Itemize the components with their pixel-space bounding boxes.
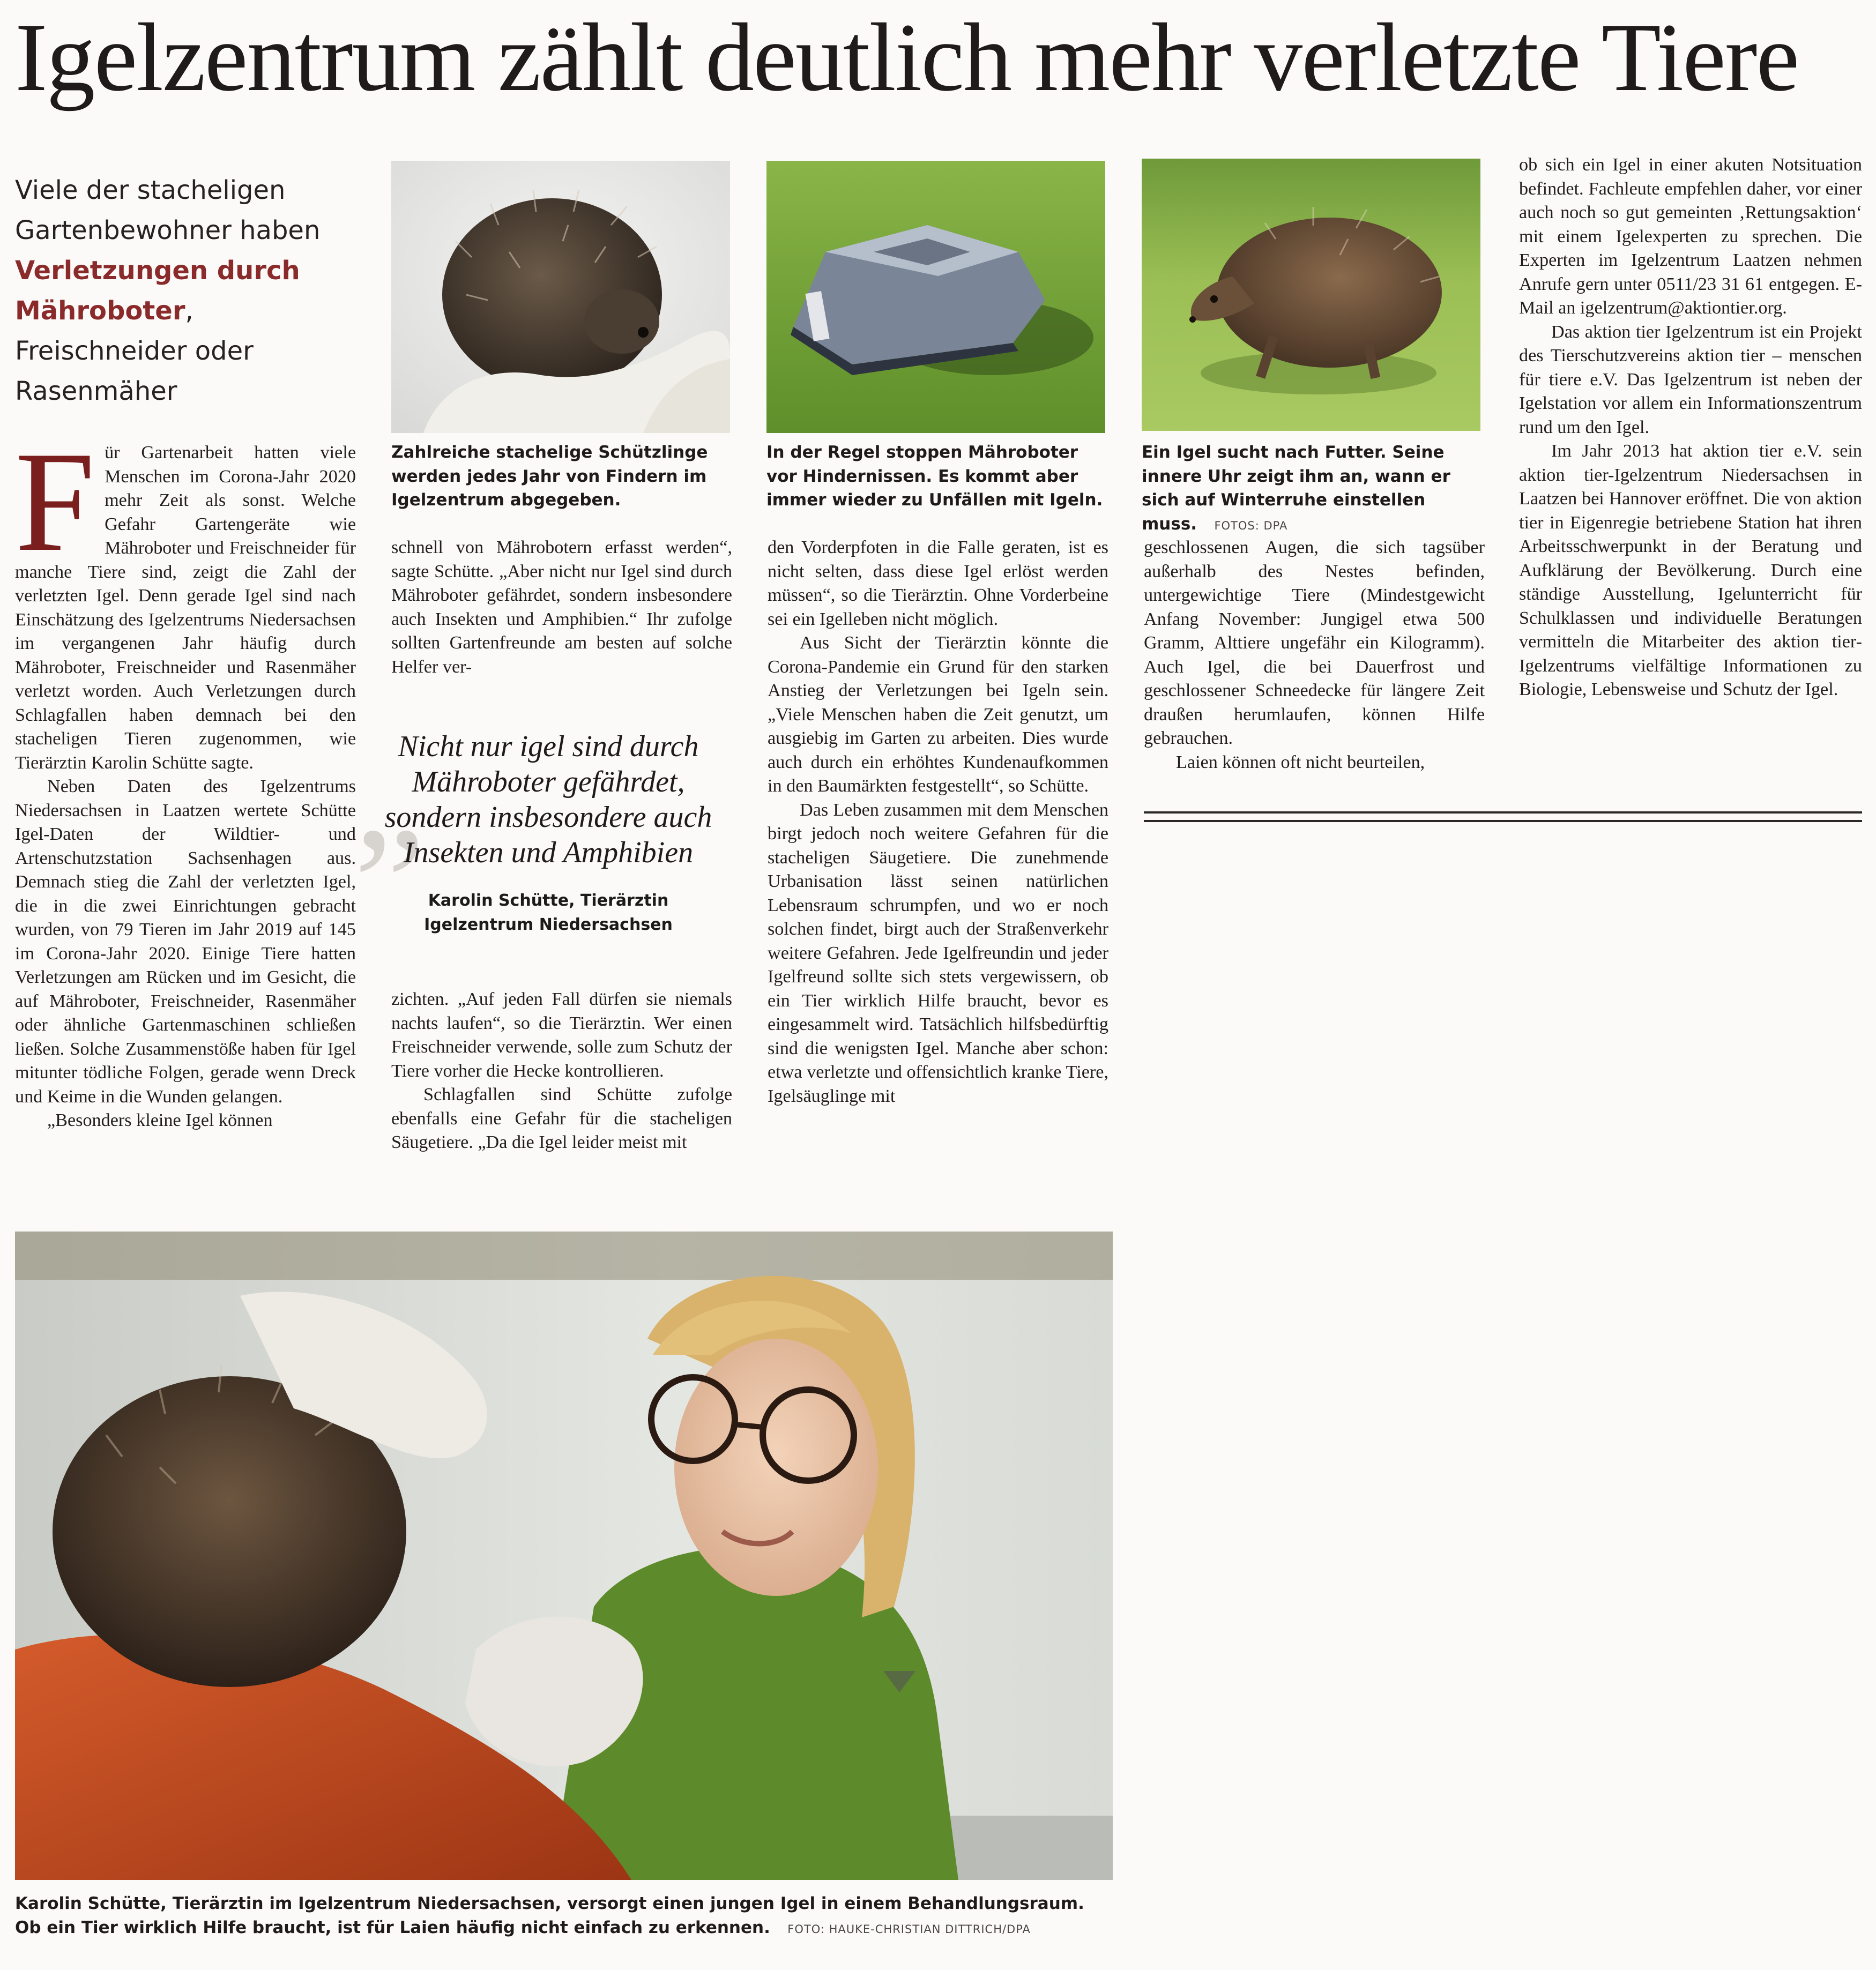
col2-top-paragraph: schnell von Mährobotern erfasst werden“, sagte Schütte. „Aber nicht nur Igel sind durch Mähroboter gefährdet, sondern insbesondere auch Insekten und Amphibien.“ Ihr zufolge sollten Gartenfreunde am besten auf solche Helfer ver- (391, 538, 732, 677)
quote-mark-icon: „ (354, 704, 426, 882)
photo3-caption-text: Ein Igel sucht nach Futter. Seine innere Uhr zeigt ihm an, wann er sich auf Winterruhe einstellen muss. (1142, 443, 1450, 534)
photo-hedgehog-in-hands (391, 161, 730, 433)
main-photo-credit: FOTO: HAUKE-CHRISTIAN DITTRICH/DPA (787, 1922, 1031, 1936)
main-photo-caption (15, 1892, 1115, 1941)
photo-robot-mower (766, 161, 1105, 433)
body-column-3 (768, 536, 1108, 1108)
pullquote-text: Nicht nur igel sind durch Mähroboter gefährdet, sondern insbesondere auch Insekten und Amphibien (384, 730, 712, 869)
photo-hedgehog-grass (1142, 159, 1480, 431)
teaser-part1: Viele der stacheligen Gartenbewohner haben (15, 175, 321, 245)
end-rule-bottom (1144, 820, 1862, 822)
body-column-2-bottom (391, 988, 732, 1155)
col1-paragraph-3: „Besonders kleine Igel können (47, 1110, 273, 1130)
teaser-part2: , Freischneider oder Rasenmäher (15, 296, 254, 406)
pullquote (374, 729, 723, 937)
main-caption-text: Karolin Schütte, Tierärztin im Igelzentrum Niedersachsen, versorgt einen jungen Igel in einem Behandlungsraum. Ob ein Tier wirklich Hilfe braucht, ist für Laien häufig nicht einfach zu erkennen. (15, 1894, 1084, 1937)
col5-paragraph-2: Das aktion tier Igelzentrum ist ein Projekt des Tierschutzvereins aktion tier – menschen für tiere e.V. Das Igelzentrum ist neben der Igelstation vor allem ein Informationszentrum rund um den Igel. (1519, 322, 1862, 437)
photo3-caption (1142, 441, 1485, 538)
photo-vet-with-hedgehog (15, 1232, 1113, 1880)
col4-paragraph-2: Laien können oft nicht beurteilen, (1176, 752, 1425, 772)
col3-paragraph-3: Das Leben zusammen mit dem Menschen birgt jedoch noch weitere Gefahren für die stacheligen Säugetiere. Die zunehmende Urbanisation lässt seinen natürlichen Lebensraum schrumpfen, und wo er noch solchen findet, birgt auch der Straßenverkehr weitere Gefahren. Jede Igelfreundin und jeder Igelfreund sollte sich stets vergewissern, ob ein Tier wirklich Hilfe braucht, bevor es eingesammelt wird. Tatsächlich hilfsbedürftig sind die wenigsten Igel. Manche aber schon: etwa verletzte und offensichtlich kranke Tiere, Igelsäuglinge mit (768, 800, 1108, 1106)
teaser (15, 170, 358, 412)
body-column-1 (15, 422, 356, 1133)
body-column-2-top (391, 536, 732, 679)
col1-paragraph-2: Neben Daten des Igelzentrums Niedersachsen in Laatzen wertete Schütte Igel-Daten der Wildtier- und Artenschutzstation Sachsenhagen aus. Demnach stieg die Zahl der verletzten Igel, die in die zwei Einrichtungen gebracht wurden, von 79 Tieren im Jahr 2019 auf 145 im Corona-Jahr 2020. Einige Tiere hatten Verletzungen am Rücken und im Gesicht, die auf Mähroboter, Freischneider, Rasenmäher oder ähnliche Gartenmaschinen schließen ließen. Solche Zusammenstöße haben für Igel mitunter tödliche Folgen, gerade wenn Dreck und Keime in die Wunden gelangen. (15, 777, 356, 1107)
col4-paragraph-1: geschlossenen Augen, die sich tagsüber außerhalb des Nestes befinden, untergewichtige Tiere (Mindestgewicht Anfang November: Jungigel etwa 500 Gramm, Alttiere ungefähr ein Kilogramm). Auch Igel, die bei Dauerfrost und geschlossener Schneedecke für längere Zeit draußen herumlaufen, können Hilfe gebrauchen. (1144, 538, 1485, 748)
body-column-4 (1144, 536, 1485, 774)
col2-bottom-paragraph-1: zichten. „Auf jeden Fall dürfen sie niemals nachts laufen“, so die Tierärztin. Wer einen Freischneider verwende, solle zum Schutz der Tiere vorher die Hecke kontrollieren. (391, 989, 732, 1081)
headline: Igelzentrum zählt deutlich mehr verletzte Tiere (15, 4, 1799, 111)
col3-paragraph-1: den Vorderpfoten in die Falle geraten, ist es nicht selten, dass diese Igel erlöst werden müssen“, so die Tierärztin. Ohne Vorderbeine sei ein Igelleben nicht möglich. (768, 538, 1108, 629)
col3-paragraph-2: Aus Sicht der Tierärztin könnte die Corona-Pandemie ein Grund für den starken Anstieg der Verletzungen bei Igeln sein. „Viele Menschen haben die Zeit genutzt, um ausgiebig im Garten zu arbeiten. Dies wurde auch durch ein erhöhtes Kundenaufkommen in den Baumärkten festgestellt“, so Schütte. (768, 633, 1108, 796)
pullquote-source-name: Karolin Schütte, Tierärztin (428, 891, 669, 910)
teaser-highlight: Verletzungen durch Mähroboter (15, 256, 300, 326)
end-rule-top (1144, 811, 1862, 814)
pullquote-source (374, 889, 723, 937)
photo1-caption: Zahlreiche stachelige Schützlinge werden jedes Jahr von Findern im Igelzentrum abgegeben. (391, 443, 708, 510)
col5-paragraph-3: Im Jahr 2013 hat aktion tier e.V. sein aktion tier-Igelzentrum Niedersachsen in Laatzen bei Hannover eröffnet. Die von aktion tier in Eigenregie betriebene Station hat ihren Arbeitsschwerpunkt in der Beratung und Aufklärung der Bevölkerung. Durch eine ständige Ausstellung, Igelunterricht für Schulklassen und individuelle Beratungen vermitteln die Mitarbeiter des aktion tier-Igelzentrums vielfältige Informationen zu Biologie, Lebensweise und Schutz der Igel. (1519, 441, 1862, 699)
photo3-credit: FOTOS: DPA (1214, 519, 1288, 532)
pullquote-source-org: Igelzentrum Niedersachsen (424, 915, 673, 934)
photo2-caption: In der Regel stoppen Mähroboter vor Hindernissen. Es kommt aber immer wieder zu Unfällen mit Igeln. (766, 443, 1103, 510)
col1-paragraph-1: ür Gartenarbeit hatten viele Menschen im Corona-Jahr 2020 mehr Zeit als sonst. Welche Gefahr Gartengeräte wie Mähroboter und Freischneider für manche Tiere sind, zeigt die Zahl der verletzten Igel. Denn gerade Igel sind nach Einschätzung des Igelzentrums Niedersachsen im vergangenen Jahr häufig durch Mähroboter, Freischneider und Rasenmäher verletzt worden. Auch Verletzungen durch Schlagfallen haben demnach bei den stacheligen Tieren zugenommen, wie Tierärztin Karolin Schütte sagte. (15, 443, 356, 773)
col5-paragraph-1: ob sich ein Igel in einer akuten Notsituation befindet. Fachleute empfehlen daher, vor einer auch noch so gut gemeinten ‚Rettungsaktion‘ mit einem Igelexperten zu sprechen. Die Experten im Igelzentrum Laatzen nehmen Anrufe gern unter 0511/23 31 61 entgegen. E-Mail an igelzentrum@aktiontier.org. (1519, 155, 1862, 318)
body-column-5 (1519, 153, 1862, 702)
dropcap: F (15, 422, 95, 581)
col2-bottom-paragraph-2: Schlagfallen sind Schütte zufolge ebenfalls eine Gefahr für die stacheligen Säugetiere. „Da die Igel leider meist mit (391, 1085, 732, 1152)
